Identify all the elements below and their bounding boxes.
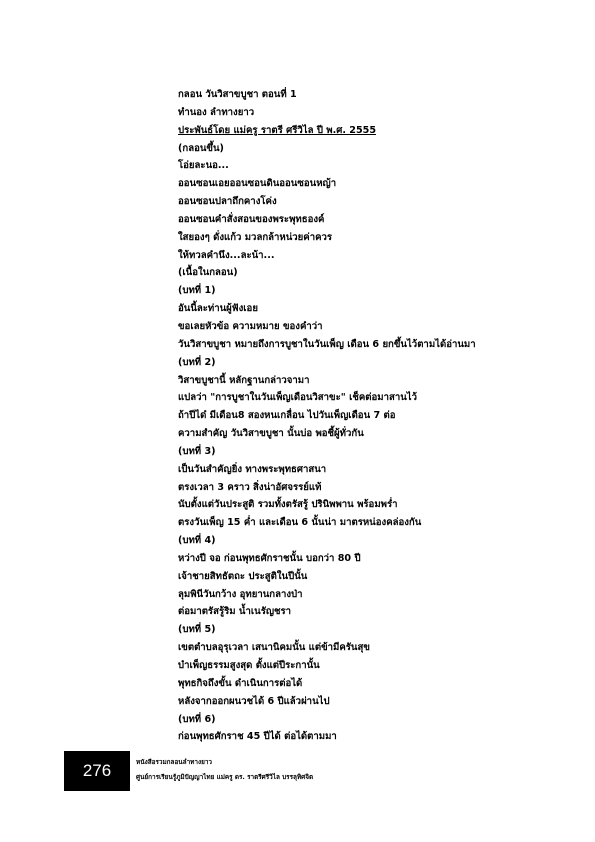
poem-line: โอ่ยละนอ...: [178, 160, 229, 172]
poem-line: หว่างปี จอ ก่อนพุทธศักราชนั้น บอกว่า 80 ปี: [178, 552, 361, 564]
poem-line: ถ้าปีได๋ มีเดือน8 สองหนเกลื่อน ไปวันเพ็ญเดือน 7 ต่อ: [178, 410, 396, 422]
footer-book-title: หนังสือรวมกลอนลำทางยาว: [136, 758, 213, 766]
poem-line: ต่อมาตรัสรู้ริม น้ำเนรัญชรา: [178, 606, 292, 618]
poem-line: ออนซอนปลาถึกคางโค่ง: [178, 196, 277, 208]
poem-line: ขอเลยหัวข้อ ความหมาย ของคำว่า: [178, 320, 323, 332]
poem-line: วันวิสาขบูชา หมายถึงการบูชาในวันเพ็ญ เดือน 6 ยกขึ้นไว้ตามได้อ่านมา: [178, 338, 476, 350]
poem-line: แปลว่า "การบูชาในวันเพ็ญเดือนวิสาขะ" เช็คต่อมาสานไว้: [178, 392, 418, 404]
poem-line: ทำนอง ลำทางยาว: [178, 106, 255, 118]
poem-line: (บทที่ 3): [178, 445, 216, 457]
footer-publisher: ศูนย์การเรียนรู้ภูมิปัญญาไทย แม่ครู ดร. ราตรีศรีวิไล บรรลุทิศจิต: [136, 773, 314, 781]
poem-line: (กลอนขึ้น): [178, 142, 224, 154]
page-number: 276: [82, 761, 112, 780]
poem-line: บำเพ็ญธรรมสูงสุด ตั้งแต่ปีระกานั้น: [178, 660, 320, 671]
poem-line: เขตตำบลอุรุเวลา เสนานิคมนั้น แต่ข้ามีครันสุข: [178, 642, 370, 654]
poem-line: ตรงเวลา 3 คราว สิ่งน่าอัศจรรย์แท้: [178, 481, 322, 493]
poem-line: ตรงวันเพ็ญ 15 ค่ำ และเดือน 6 นั้นน่า มาตรหน่องคล่องกัน: [178, 517, 422, 529]
poem-line: เป็นวันสำคัญยิ่ง ทางพระพุทธศาสนา: [178, 463, 327, 475]
poem-line: เจ้าชายสิทธัตถะ ประสูติในปีนั้น: [178, 570, 308, 582]
poem-body: [178, 86, 578, 746]
poem-line: (บทที่ 5): [178, 624, 216, 636]
poem-line: วิสาขบูชานี้ หลักฐานกล่าวจามา: [178, 374, 310, 386]
poem-line: (เนื้อในกลอน): [178, 267, 238, 279]
poem-line: (บทที่ 6): [178, 713, 216, 725]
poem-line: ลุมพินีวันกว้าง อุทยานกลางป่า: [178, 588, 303, 600]
poem-line: ก่อนพุทธศักราช 45 ปีได้ ต่อได้ตามมา: [178, 731, 337, 743]
poem-line: ออนซอนคำสั่งสอนของพระพุทธองค์: [178, 213, 325, 225]
poem-line: หลังจากออกผนวชได้ 6 ปีแล้วผ่านไป: [178, 695, 330, 707]
poem-line: ออนซอนเอยออนซอนดินออนซอนหญ้า: [178, 178, 337, 190]
page-number-box: [64, 751, 130, 791]
poem-line: อันนี้ละท่านผู้ฟังเอย: [178, 303, 258, 315]
poem-line: (บทที่ 1): [178, 285, 216, 297]
poem-line: (บทที่ 4): [178, 535, 216, 547]
poem-line: ให้ทวลคำนึง...ละน้า...: [178, 249, 275, 261]
poem-line: กลอน วันวิสาขบูชา ตอนที่ 1: [178, 89, 297, 100]
poem-line: (บทที่ 2): [178, 356, 216, 368]
poem-line: ประพันธ์โดย แม่ครู ราตรี ศรีวิไล ปี พ.ศ. 2555: [178, 124, 377, 136]
poem-line: ความสำคัญ วันวิสาขบูชา นั้นบ่อ พอชี้ผู้ทั่วกัน: [178, 428, 364, 440]
poem-line: พุทธกิจถึงขั้น ดำเนินการต่อได้: [178, 677, 303, 689]
poem-line: นับตั้งแต่วันประสูติ รวมทั้งตรัสรู้ ปรินิพพาน พร้อมพร่ำ: [178, 499, 398, 511]
poem-line: ใสยองๆ ดั่งแก้ว มวลกล้าหน่วยค่าควร: [178, 231, 333, 243]
